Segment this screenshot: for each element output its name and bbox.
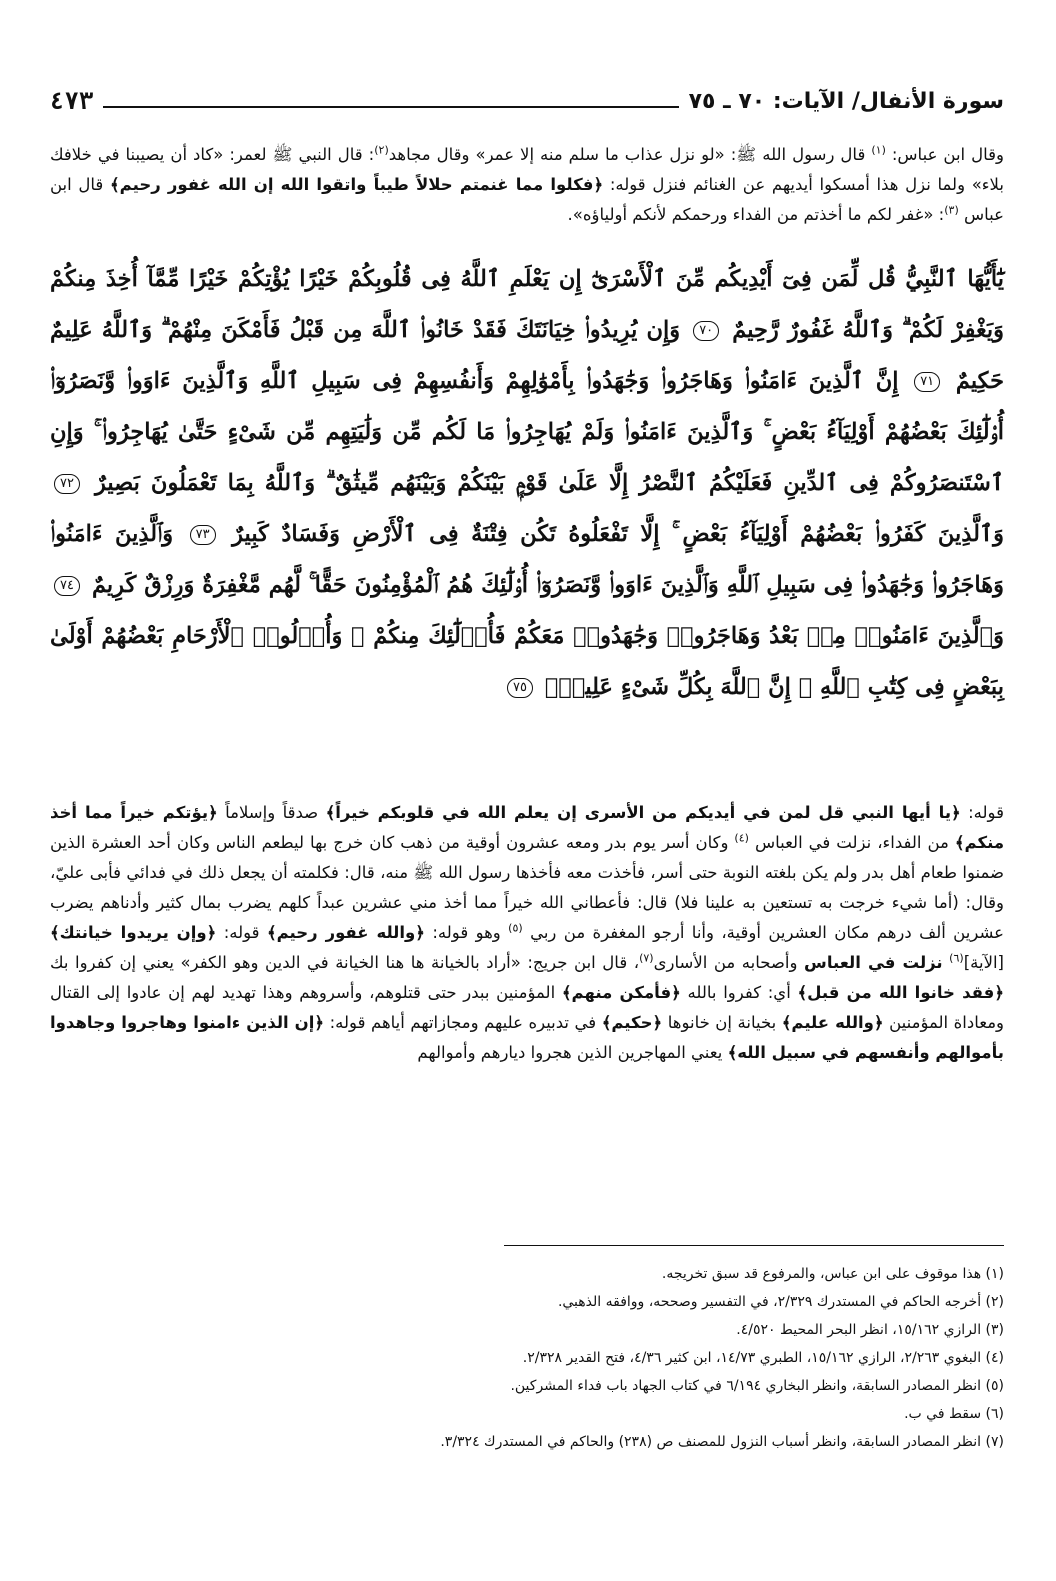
footnote-divider xyxy=(504,1245,1004,1246)
footnote-ref: (٤) xyxy=(734,831,749,845)
ayah-number-marker: ٧١ xyxy=(914,372,940,392)
commentary-text: قوله: xyxy=(223,923,260,942)
surah-title: سورة الأنفال/ الآيات: ٧٠ ـ ٧٥ xyxy=(688,88,1004,114)
quoted-verse: ﴿فقد خانوا الله من قبل﴾ xyxy=(797,983,1005,1002)
intro-text: : «غفر لكم ما أخذتم من الفداء ورحمكم لأنكم أولياؤه». xyxy=(567,205,945,224)
commentary-text: ، قال ابن جريج: «أراد بالخيانة ها هنا الخيانة في الدين وهو الكفر» يعني إن كفروا بك xyxy=(50,953,640,972)
page-number: ٤٧٣ xyxy=(50,87,94,115)
intro-commentary xyxy=(50,140,1004,230)
footnote-ref: (٥) xyxy=(508,921,523,935)
intro-text: : قال النبي ﷺ لعمر: «كاد أن يصيبنا في خلافك بلاء» ولما نزل هذا أمسكوا أيديهم عن الغنائم فنزل قوله: xyxy=(50,145,1004,194)
quoted-verse: ﴿فكلوا مما غنمتم حلالاً طيباً واتقوا الله إن الله غفور رحيم﴾ xyxy=(109,175,604,194)
commentary-text: المؤمنين ببدر حتى قتلوهم، وأسروهم وهذا تهديد لهم إن عادوا إلى القتال ومعاداة المؤمنين xyxy=(50,983,1005,1032)
footnote-ref: (٣) xyxy=(944,203,959,217)
footnote-1: (١) هذا موقوف على ابن عباس، والمرفوع قد سبق تخريجه. xyxy=(661,1266,1004,1282)
footnote-ref: (٧) xyxy=(639,951,654,965)
quoted-verse: ﴿والله غفور رحيم﴾ xyxy=(266,923,425,942)
commentary-text: صدقاً وإسلاماً xyxy=(225,803,319,822)
commentary-text: قوله: xyxy=(968,803,1004,822)
footnotes-list xyxy=(50,1260,1004,1456)
footnote-ref: (٦) xyxy=(949,951,964,965)
footnote-7: (٧) انظر المصادر السابقة، وانظر أسباب النزول للمصنف ص (٢٣٨) والحاكم في المستدرك ٣/٣٢٤. xyxy=(440,1434,1004,1450)
commentary-text: في تدبيره عليهم ومجازاتهم أياهم قوله: xyxy=(329,1013,597,1032)
ayah-number-marker: ٧٤ xyxy=(54,576,80,596)
footnote-ref: (١) xyxy=(871,143,886,157)
commentary-text: وهو قوله: xyxy=(432,923,501,942)
quoted-verse: ﴿فأمكن منهم﴾ xyxy=(561,983,681,1002)
commentary-text: يعني المهاجرين الذين هجروا ديارهم وأموالهم xyxy=(417,1043,723,1062)
verse-72: إِنَّ ٱلَّذِينَ ءَامَنُوا۟ وَهَاجَرُوا۟ وَجَٰهَدُوا۟ بِأَمْوَٰلِهِمْ وَأَنفُسِهِمْ فِى سَبِيلِ ٱللَّهِ وَٱلَّذِينَ ءَاوَوا۟ وَّنَصَرُوٓا۟ أُو۟لَٰٓئِكَ بَعْضُهُمْ أَوْلِيَآءُ بَعْضٍ ۚ وَٱلَّذِينَ ءَامَنُوا۟ وَلَمْ يُهَاجِرُوا۟ مَا لَكُم مِّن وَلَٰيَتِهِم مِّن شَىْءٍ حَتَّىٰ يُهَاجِرُوا۟ ۚ وَإِنِ ٱسْتَنصَرُوكُمْ فِى ٱلدِّينِ فَعَلَيْكُمُ ٱلنَّصْرُ إِلَّا عَلَىٰ قَوْمٍۭ بَيْنَكُمْ وَبَيْنَهُم مِّيثَٰقٌ ۗ وَٱللَّهُ بِمَا تَعْمَلُونَ بَصِيرٌ xyxy=(50,368,1005,496)
quoted-verse: ﴿يا أيها النبي قل لمن في أيديكم من الأسرى إن يعلم الله في قلوبكم خيراً﴾ xyxy=(325,803,961,822)
quoted-verse: ﴿يؤتكم خيراً مما أخذ منكم﴾ xyxy=(50,803,1005,852)
footnote-5: (٥) انظر المصادر السابقة، وانظر البخاري ٦/١٩٤ في كتاب الجهاد باب فداء المشركين. xyxy=(510,1378,1004,1394)
commentary-text: وأصحابه من الأسارى xyxy=(653,953,798,972)
verse-74: وَٱلَّذِينَ ءَامَنُوا۟ وَهَاجَرُوا۟ وَجَٰهَدُوا۟ فِى سَبِيلِ ٱللَّهِ وَٱلَّذِينَ ءَاوَوا۟ وَّنَصَرُوٓا۟ أُو۟لَٰٓئِكَ هُمُ ٱلْمُؤْمِنُونَ حَقًّا ۚ لَّهُم مَّغْفِرَةٌ وَرِزْقٌ كَرِيمٌ xyxy=(50,521,1004,598)
ayah-number-marker: ٧٢ xyxy=(54,474,80,494)
quoted-verse: ﴿إن الذين ءامنوا وهاجروا وجاهدوا بأموالهم وأنفسهم في سبيل الله﴾ xyxy=(50,1013,1004,1062)
intro-text: وقال ابن عباس: xyxy=(891,145,1005,164)
verse-71: وَإِن يُرِيدُوا۟ خِيَانَتَكَ فَقَدْ خَانُوا۟ ٱللَّهَ مِن قَبْلُ فَأَمْكَنَ مِنْهُمْ ۗ وَٱللَّهُ عَلِيمٌ حَكِيمٌ xyxy=(50,317,1004,394)
quoted-verse: ﴿وإن يريدوا خيانتك﴾ xyxy=(50,923,217,942)
footnote-6: (٦) سقط في ب. xyxy=(904,1406,1004,1422)
intro-text: قال رسول الله ﷺ: «لو نزل عذاب ما سلم منه إلا عمر» وقال مجاهد xyxy=(388,145,866,164)
header-rule xyxy=(103,106,678,108)
ayah-number-marker: ٧٠ xyxy=(693,321,719,341)
intro-text: قال ابن عباس xyxy=(50,175,1004,224)
footnote-ref: (٢) xyxy=(374,143,389,157)
verse-73: وَٱلَّذِينَ كَفَرُوا۟ بَعْضُهُمْ أَوْلِيَآءُ بَعْضٍ ۚ إِلَّا تَفْعَلُوهُ تَكُن فِتْنَةٌ فِى ٱلْأَرْضِ وَفَسَادٌ كَبِيرٌ xyxy=(232,521,1004,547)
commentary-text: من الفداء، نزلت في العباس xyxy=(754,833,949,852)
commentary-text: وكان أسر يوم بدر ومعه عشرون أوقية من ذهب كان خرج بها ليطعم الناس وكان أحد العشرة الذين ضمنوا طعام أهل بدر ولم يكن بلغته النوبة حتى أسر، فأخذت معه فأخذها رسول الله ﷺ منه، قال: فكلمته أن يجعل ذلك في فدائي فأبى عليّ، وقال: (أما شيء خرجت به تستعين به علينا فلا) قال: فأعطاني الله خيراً مما أخذ مني عشرين عبداً كلهم يضرب بمال كثير وأدناهم يضرب عشرين ألف درهم مكان العشرين أوقية، وأنا أرجو المغفرة من ربي xyxy=(50,833,1005,942)
commentary-text: بخيانة إن خانوها xyxy=(667,1013,777,1032)
footnote-3: (٣) الرازي ١٥/١٦٢، انظر البحر المحيط ٤/٥٢٠. xyxy=(736,1322,1004,1338)
running-header xyxy=(50,84,1004,118)
footnote-4: (٤) البغوي ٢/٢٦٣، الرازي ١٥/١٦٢، الطبري ١٤/٧٣، ابن كثير ٤/٣٦، فتح القدير ٢/٣٢٨. xyxy=(522,1350,1004,1366)
commentary-text: [الآية] xyxy=(963,953,1004,972)
verse-75: وَٱلَّذِينَ ءَامَنُوا۟ مِنۢ بَعْدُ وَهَاجَرُوا۟ وَجَٰهَدُوا۟ مَعَكُمْ فَأُو۟لَٰٓئِكَ مِنكُمْ ۚ وَأُو۟لُوا۟ ٱلْأَرْحَامِ بَعْضُهُمْ أَوْلَىٰ بِبَعْضٍ فِى كِتَٰبِ ٱللَّهِ ۗ إِنَّ ٱللَّهَ بِكُلِّ شَىْءٍ عَلِيمٌۢ xyxy=(50,623,1004,700)
footnote-2: (٢) أخرجه الحاكم في المستدرك ٢/٣٢٩، في التفسير وصححه، ووافقه الذهبي. xyxy=(557,1294,1004,1310)
quran-text xyxy=(50,254,1004,713)
quoted-verse: ﴿حكيم﴾ xyxy=(601,1013,663,1032)
tafsir-commentary xyxy=(50,798,1004,1068)
commentary-text: أي: كفروا بالله xyxy=(687,983,791,1002)
quoted-verse: ﴿والله عليم﴾ xyxy=(781,1013,884,1032)
ayah-number-marker: ٧٣ xyxy=(190,525,216,545)
verse-70: يَٰٓأَيُّهَا ٱلنَّبِيُّ قُل لِّمَن فِىٓ أَيْدِيكُم مِّنَ ٱلْأَسْرَىٰٓ إِن يَعْلَمِ ٱللَّهُ فِى قُلُوبِكُمْ خَيْرًا يُؤْتِكُمْ خَيْرًا مِّمَّآ أُخِذَ مِنكُمْ وَيَغْفِرْ لَكُمْ ۗ وَٱللَّهُ غَفُورٌ رَّحِيمٌ xyxy=(50,266,1004,343)
ayah-number-marker: ٧٥ xyxy=(507,678,533,698)
commentary-emphasis: نزلت في العباس xyxy=(804,953,943,972)
